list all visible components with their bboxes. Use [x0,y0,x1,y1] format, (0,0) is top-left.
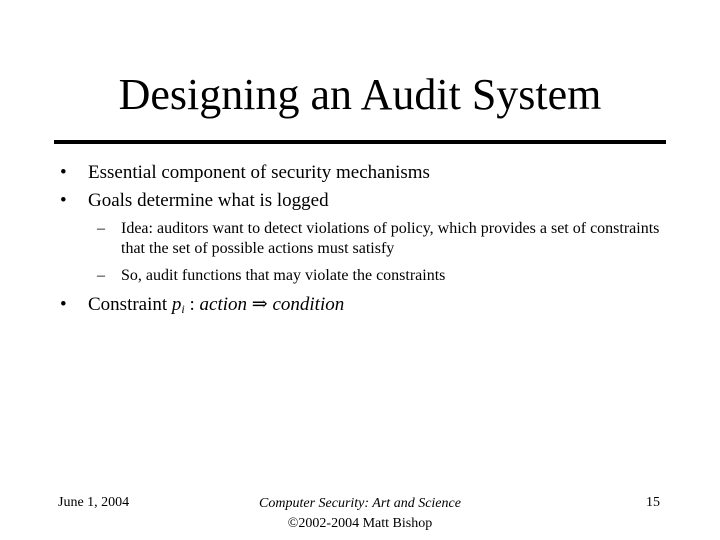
bullet-marker: • [60,294,67,315]
constraint-prefix: Constraint [88,294,172,315]
bullet-item [60,189,680,213]
sub-bullet-text: Idea: auditors want to detect violations of policy, which provides a set of constraints that the set of possible actions must satisfy [121,220,660,257]
constraint-action: action [199,294,248,315]
footer-date: June 1, 2004 [58,495,130,510]
sub-bullet-item [97,266,687,286]
page-number: 15 [646,495,660,510]
implies-symbol: ⇒ [247,294,273,315]
bullet-marker: • [60,190,67,211]
constraint-text [88,293,344,321]
sub-bullet-item [97,219,687,261]
sub-bullet-marker: – [97,220,105,237]
footer-copyright: ©2002-2004 Matt Bishop [287,516,433,531]
slide-title: Designing an Audit System [118,70,602,119]
sub-bullet-text: So, audit functions that may violate the constraints [121,267,446,284]
bullet-marker: • [60,162,67,183]
footer-credit [210,494,510,534]
bullet-text: Essential component of security mechanisms [88,162,430,183]
bullet-item [60,161,680,185]
constraint-variable: p [171,294,182,315]
constraint-condition: condition [272,294,345,315]
bullet-text: Goals determine what is logged [88,190,329,211]
constraint-separator: : [184,294,200,315]
footer-book-title: Computer Security: Art and Science [259,496,461,511]
sub-bullet-marker: – [97,267,105,284]
constraint-bullet [60,293,680,321]
title-divider [54,140,666,144]
constraint-subscript: i [181,302,185,316]
